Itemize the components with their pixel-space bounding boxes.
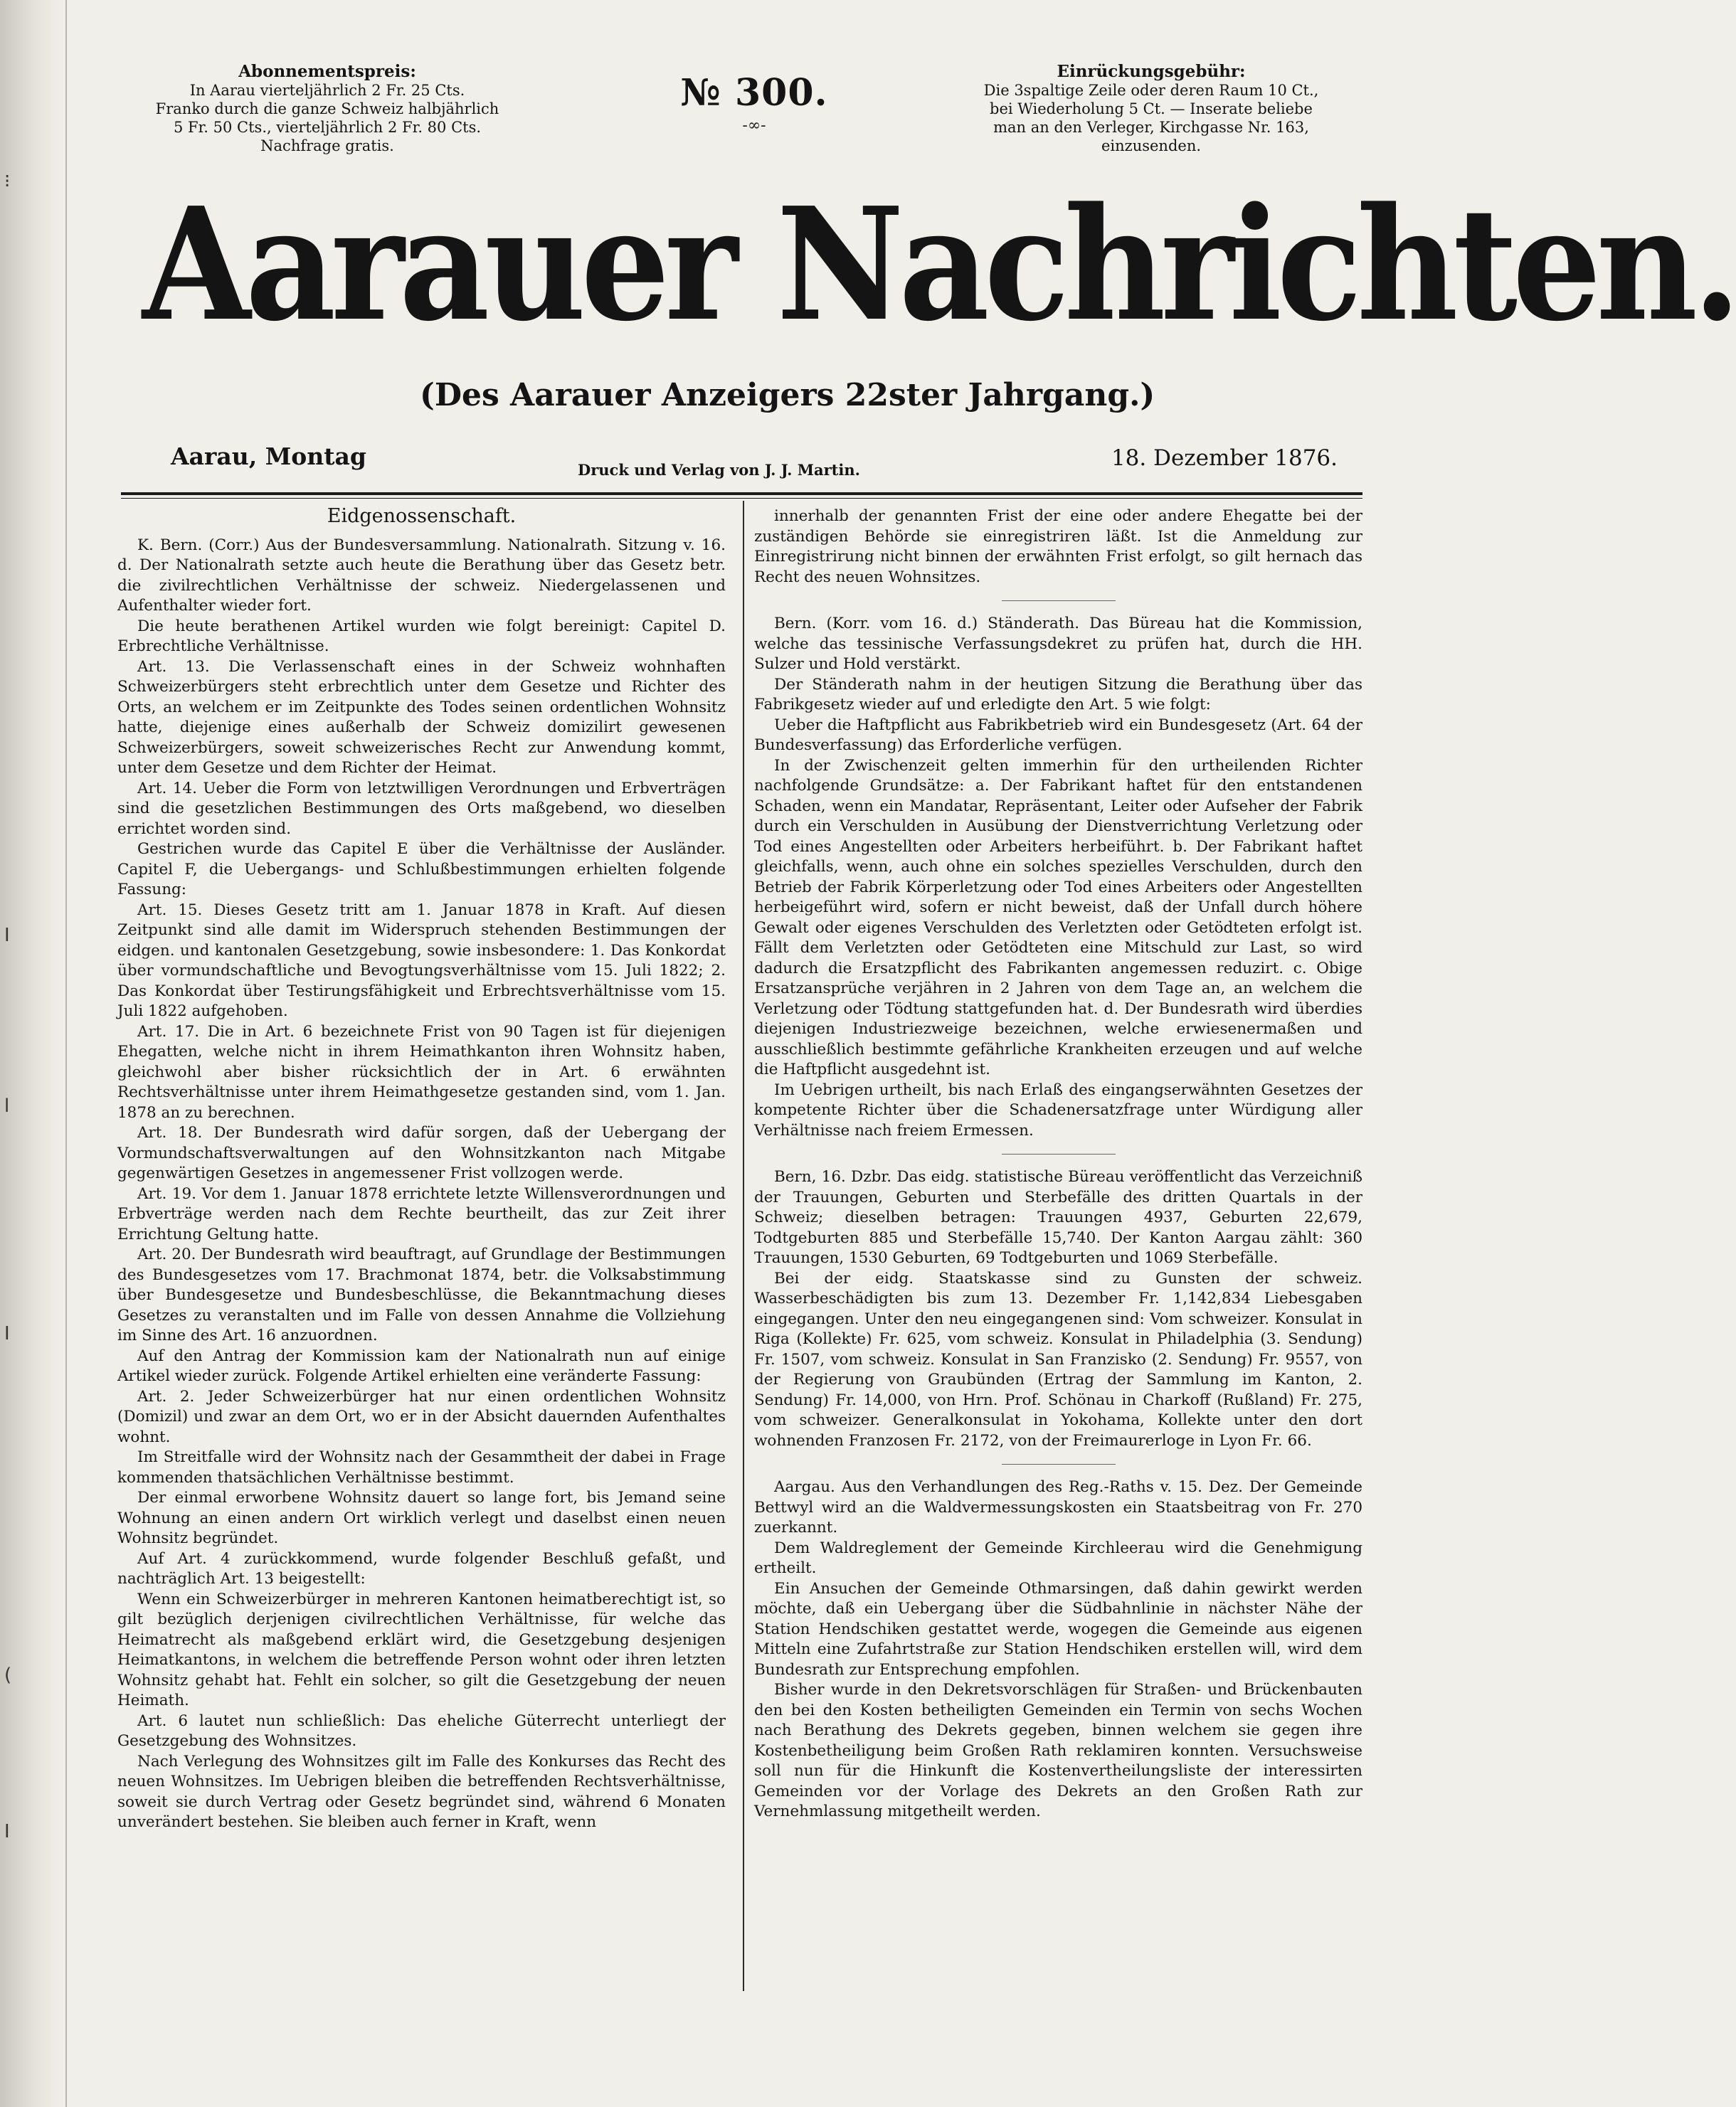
article-paragraph: Bern, 16. Dzbr. Das eidg. statistische Büreau veröffentlicht das Verzeichniß der Trauungen, Geburten und Sterbefälle des dritten Quartals in der Schweiz; dieselben betragen: Trauungen 4937, Geburten 22,679, Todtgeburten 885 und Sterbefälle 15,740. Der Kanton Aargau zählt: 360 Trauungen, 1530 Geburten, 69 Todtgeburten und 1069 Sterbefälle. <box>754 1168 1362 1267</box>
article-paragraph: Bei der eidg. Staatskasse sind zu Gunsten der schweiz. Wasserbeschädigten bis zum 13. Dezember Fr. 1,142,834 Liebesgaben eingegangen. Unter den neu eingegangenen sind: Vom schweizer. Konsulat in Riga (Kollekte) Fr. 625, vom schweiz. Konsulat in Philadelphia (3. Sendung) Fr. 1507, vom schweiz. Konsulat in San Franzisko (2. Sendung) Fr. 9557, von der Regierung von Graubünden (Ertrag der Sammlung im Kanton, 2. Sendung) Fr. 14,000, von Hrn. Prof. Schönau in Charkoff (Rußland) Fr. 275, vom schweizer. Generalkonsulat in Yokohama, Kollekte unter den dort wohnenden Franzosen Fr. 2172, von der Freimaurerloge in Lyon Fr. 66. <box>754 1269 1362 1450</box>
margin-mark: I <box>4 1821 10 1842</box>
article-paragraph: innerhalb der genannten Frist der eine oder andere Ehegatte bei der zuständigen Behörde sie einregistriren läßt. Ist die Anmeldung zur Einregistrirung nicht binnen der erwähnten Frist erfolgt, so gilt hernach das Recht des neuen Wohnsitzes. <box>754 507 1362 586</box>
margin-mark: l <box>4 1095 10 1117</box>
article-paragraph: Aargau. Aus den Verhandlungen des Reg.-Raths v. 15. Dez. Der Gemeinde Bettwyl wird an die Waldvermessungskosten ein Staatsbeitrag von Fr. 270 zuerkannt. <box>754 1478 1362 1537</box>
article-paragraph: Art. 14. Ueber die Form von letztwilligen Verordnungen und Erbverträgen sind die gesetzlichen Bestimmungen des Orts maßgebend, wo dieselben errichtet worden sind. <box>117 779 726 838</box>
issue-number-ornament: -∞- <box>742 117 766 134</box>
subscription-title: Abonnementspreis: <box>238 62 416 81</box>
article-separator <box>1002 600 1116 601</box>
article-paragraph: K. Bern. (Corr.) Aus der Bundesversammlung. Nationalrath. Sitzung v. 16. d. Der Nationalrath setzte auch heute die Berathung über das Gesetz betr. die zivilrechtlichen Verhältnisse der schweiz. Niedergelassenen und Aufenthalter wieder fort. <box>117 536 726 615</box>
article-separator <box>1002 1464 1116 1465</box>
subscription-line: 5 Fr. 50 Cts., vierteljährlich 2 Fr. 80 Cts. <box>173 119 482 136</box>
margin-mark: ⁝ <box>4 171 11 192</box>
insertion-fee-line: bei Wiederholung 5 Ct. — Inserate beliebe <box>990 100 1313 117</box>
article-paragraph: Die heute berathenen Artikel wurden wie folgt bereinigt: Capitel D. Erbrechtliche Verhältnisse. <box>117 617 726 655</box>
article-paragraph: Art. 15. Dieses Gesetz tritt am 1. Januar 1878 in Kraft. Auf diesen Zeitpunkt sind alle damit im Widerspruch stehenden Bestimmungen der eidgen. und kantonalen Gesetzgebung, sowie insbesondere: 1. Das Konkordat über vormundschaftliche und Bevogtungsverhältnisse vom 15. Juli 1822; 2. Das Konkordat über Testirungsfähigkeit und Erbrechtsverhältnisse vom 15. Juli 1822 aufgehoben. <box>117 901 726 1020</box>
article-paragraph: Nach Verlegung des Wohnsitzes gilt im Falle des Konkurses das Recht des neuen Wohnsitzes. Im Uebrigen bleiben die betreffenden Rechtsverhältnisse, soweit sie durch Vertrag oder Gesetz begründet sind, während 6 Monaten unverändert bestehen. Sie bleiben auch ferner in Kraft, wenn <box>117 1752 726 1831</box>
right-column <box>754 506 1362 1822</box>
article-paragraph: Im Uebrigen urtheilt, bis nach Erlaß des eingangserwähnten Gesetzes der kompetente Richter über die Schadenersatzfrage unter Würdigung aller Verhältnisse nach freiem Ermessen. <box>754 1081 1362 1140</box>
issue-date: 18. Dezember 1876. <box>1111 445 1338 471</box>
insertion-fee-line: Die 3spaltige Zeile oder deren Raum 10 Ct., <box>983 82 1319 99</box>
subscription-line: In Aarau vierteljährlich 2 Fr. 25 Cts. <box>189 82 465 99</box>
article-separator <box>1002 1154 1116 1155</box>
article-paragraph: Der einmal erworbene Wohnsitz dauert so lange fort, bis Jemand seine Wohnung an einen andern Ort wirklich verlegt und daselbst einen neuen Wohnsitz begründet. <box>117 1489 726 1547</box>
subscription-line: Franko durch die ganze Schweiz halbjährlich <box>155 100 499 117</box>
article-paragraph: Art. 2. Jeder Schweizerbürger hat nur einen ordentlichen Wohnsitz (Domizil) und zwar an dem Ort, wo er in der Absicht dauernden Aufenthaltes wohnt. <box>117 1387 726 1446</box>
section-title: Eidgenossenschaft. <box>327 505 517 527</box>
page-binding-edge <box>0 0 67 2107</box>
header-rule <box>121 492 1362 495</box>
printer-imprint: Druck und Verlag von J. J. Martin. <box>578 461 860 479</box>
article-paragraph: Auf Art. 4 zurückkommend, wurde folgender Beschluß gefaßt, und nachträglich Art. 13 beigestellt: <box>117 1549 726 1588</box>
article-paragraph: In der Zwischenzeit gelten immerhin für den urtheilenden Richter nachfolgende Grundsätze: a. Der Fabrikant haftet für den entstandenen Schaden, wenn ein Mandatar, Repräsentant, Leiter oder Aufseher der Fabrik durch ein Verschulden in Ausübung der Dienstverrichtung Verletzung oder Tod eines Angestellten oder Arbeiters herbeiführt. b. Der Fabrikant haftet gleichfalls, wenn, auch ohne ein solches spezielles Verschulden, durch den Betrieb der Fabrik Körperletzung oder Tod eines Arbeiters oder Angestellten herbeigeführt wird, sofern er nicht beweist, daß der Unfall durch höhere Gewalt oder eigenes Verschulden des Verletzten oder Getödteten erfolgt ist. Fällt dem Verletzten oder Getödteten eine Mitschuld zur Last, so wird dadurch die Ersatzpflicht des Fabrikanten angemessen reduzirt. c. Obige Ersatzansprüche verjähren in 2 Jahren von dem Tage an, an welchem die Verletzung oder Tödtung stattgefunden hat. d. Der Bundesrath wird überdies diejenigen Industriezweige bezeichnen, welche erwiesenermaßen und ausschließlich bestimmte gefährliche Krankheiten erzeugen und auf welche die Haftpflicht ausgedehnt ist. <box>754 756 1362 1078</box>
article-paragraph: Wenn ein Schweizerbürger in mehreren Kantonen heimatberechtigt ist, so gilt bezüglich derjenigen civilrechtlichen Verhältnisse, für welche das Heimatrecht als maßgebend erklärt wird, die Gesetzgebung desjenigen Heimatkantons, in welchem die betreffende Person wohnt oder ihren letzten Wohnsitz gehabt hat. Fehlt ein solcher, so gilt die Gesetzgebung der neuen Heimath. <box>117 1590 726 1709</box>
place-and-weekday: Aarau, Montag <box>171 442 366 470</box>
insertion-fee-line: man an den Verleger, Kirchgasse Nr. 163, <box>993 119 1309 136</box>
article-paragraph: Art. 17. Die in Art. 6 bezeichnete Frist von 90 Tagen ist für diejenigen Ehegatten, welche nicht in ihrem Heimathkanton ihren Wohnsitz haben, gleichwohl aber bisher rücksichtlich der in Art. 6 erwähnten Rechtsverhältnisse unter ihrem Heimathgesetze gestanden sind, vom 1. Jan. 1878 an zu berechnen. <box>117 1022 726 1122</box>
newspaper-masthead: Aarauer Nachrichten. <box>142 174 1736 356</box>
margin-mark: ( <box>4 1665 12 1686</box>
article-paragraph: Der Ständerath nahm in der heutigen Sitzung die Berathung über das Fabrikgesetz wieder auf und erledigte den Art. 5 wie folgt: <box>754 675 1362 713</box>
article-paragraph: Ueber die Haftpflicht aus Fabrikbetrieb wird ein Bundesgesetz (Art. 64 der Bundesverfassung) das Erforderliche verfügen. <box>754 716 1362 754</box>
article-paragraph: Bern. (Korr. vom 16. d.) Ständerath. Das Büreau hat die Kommission, welche das tessinische Verfassungsdekret zu prüfen hat, durch die HH. Sulzer und Hold verstärkt. <box>754 615 1362 673</box>
issue-number: № 300. <box>680 71 828 115</box>
insertion-fee-line: einzusenden. <box>1101 137 1202 154</box>
masthead-subtitle: (Des Aarauer Anzeigers 22ster Jahrgang.) <box>420 377 1155 413</box>
article-paragraph: Art. 6 lautet nun schließlich: Das eheliche Güterrecht unterliegt der Gesetzgebung des Wohnsitzes. <box>117 1711 726 1750</box>
left-column <box>117 506 726 1833</box>
article-paragraph: Im Streitfalle wird der Wohnsitz nach der Gesammtheit der dabei in Frage kommenden thatsächlichen Verhältnisse bestimmt. <box>117 1448 726 1487</box>
column-separator <box>743 501 744 1991</box>
article-paragraph: Gestrichen wurde das Capitel E über die Verhältnisse der Ausländer. Capitel F, die Uebergangs- und Schlußbestimmungen erhielten folgende Fassung: <box>117 840 726 898</box>
insertion-fee-title: Einrückungsgebühr: <box>1057 62 1246 81</box>
insertion-fee-box <box>983 63 1319 155</box>
article-paragraph: Auf den Antrag der Kommission kam der Nationalrath nun auf einige Artikel wieder zurück. Folgende Artikel erhielten eine veränderte Fassung: <box>117 1347 726 1385</box>
article-paragraph: Art. 13. Die Verlassenschaft eines in der Schweiz wohnhaften Schweizerbürgers steht erbrechtlich unter dem Gesetze und Richter des Orts, an welchem er im Zeitpunkte des Todes seinen ordentlichen Wohnsitz hatte, diejenige eines außerhalb der Schweiz domizilirt gewesenen Schweizerbürgers, soweit schweizerisches Recht zur Anwendung kommt, unter dem Gesetze und dem Richter der Heimat. <box>117 657 726 777</box>
article-paragraph: Art. 20. Der Bundesrath wird beauftragt, auf Grundlage der Bestimmungen des Bundesgesetzes vom 17. Brachmonat 1874, betr. die Volksabstimmung über Bundesgesetze und Bundesbeschlüsse, die Bekanntmachung dieses Gesetzes zu veranstalten und im Falle von dessen Annahme die Vollziehung im Sinne des Art. 16 anzuordnen. <box>117 1246 726 1344</box>
article-paragraph: Ein Ansuchen der Gemeinde Othmarsingen, daß dahin gewirkt werden möchte, daß ein Uebergang über die Südbahnlinie in nächster Nähe der Station Hendschiken gestattet werde, wogegen die Gemeinde aus eigenen Mitteln eine Zufahrtstraße zur Station Hendschiken erstellen will, wird dem Bundesrath zur Entsprechung empfohlen. <box>754 1579 1362 1679</box>
header-rule-thin <box>121 498 1362 499</box>
article-paragraph: Art. 18. Der Bundesrath wird dafür sorgen, daß der Uebergang der Vormundschaftsverwaltungen auf den Wohnsitzkanton nach Mitgabe gegenwärtigen Gesetzes in angemessener Frist vollzogen werde. <box>117 1124 726 1182</box>
subscription-price-box <box>149 63 505 155</box>
article-paragraph: Art. 19. Vor dem 1. Januar 1878 errichtete letzte Willensverordnungen und Erbverträge werden nach dem Rechte beurtheilt, das zur Zeit ihrer Errichtung Geltung hatte. <box>117 1184 726 1243</box>
margin-mark: I <box>4 925 10 946</box>
margin-mark: I <box>4 1323 10 1344</box>
article-paragraph: Bisher wurde in den Dekretsvorschlägen für Straßen- und Brückenbauten den bei den Kosten betheiligten Gemeinden ein Termin von sechs Wochen nach Berathung des Dekrets gegeben, binnen welchem sie gegen ihre Kostenbetheiligung beim Großen Rath reklamiren konnten. Versuchsweise soll nun für die Hinkunft die Kostenvertheilungsliste der interessirten Gemeinden vor der Vorlage des Dekrets an den Großen Rath zur Vernehmlassung mitgetheilt werden. <box>754 1681 1362 1820</box>
article-paragraph: Dem Waldreglement der Gemeinde Kirchleerau wird die Genehmigung ertheilt. <box>754 1539 1362 1577</box>
subscription-line: Nachfrage gratis. <box>260 137 394 154</box>
